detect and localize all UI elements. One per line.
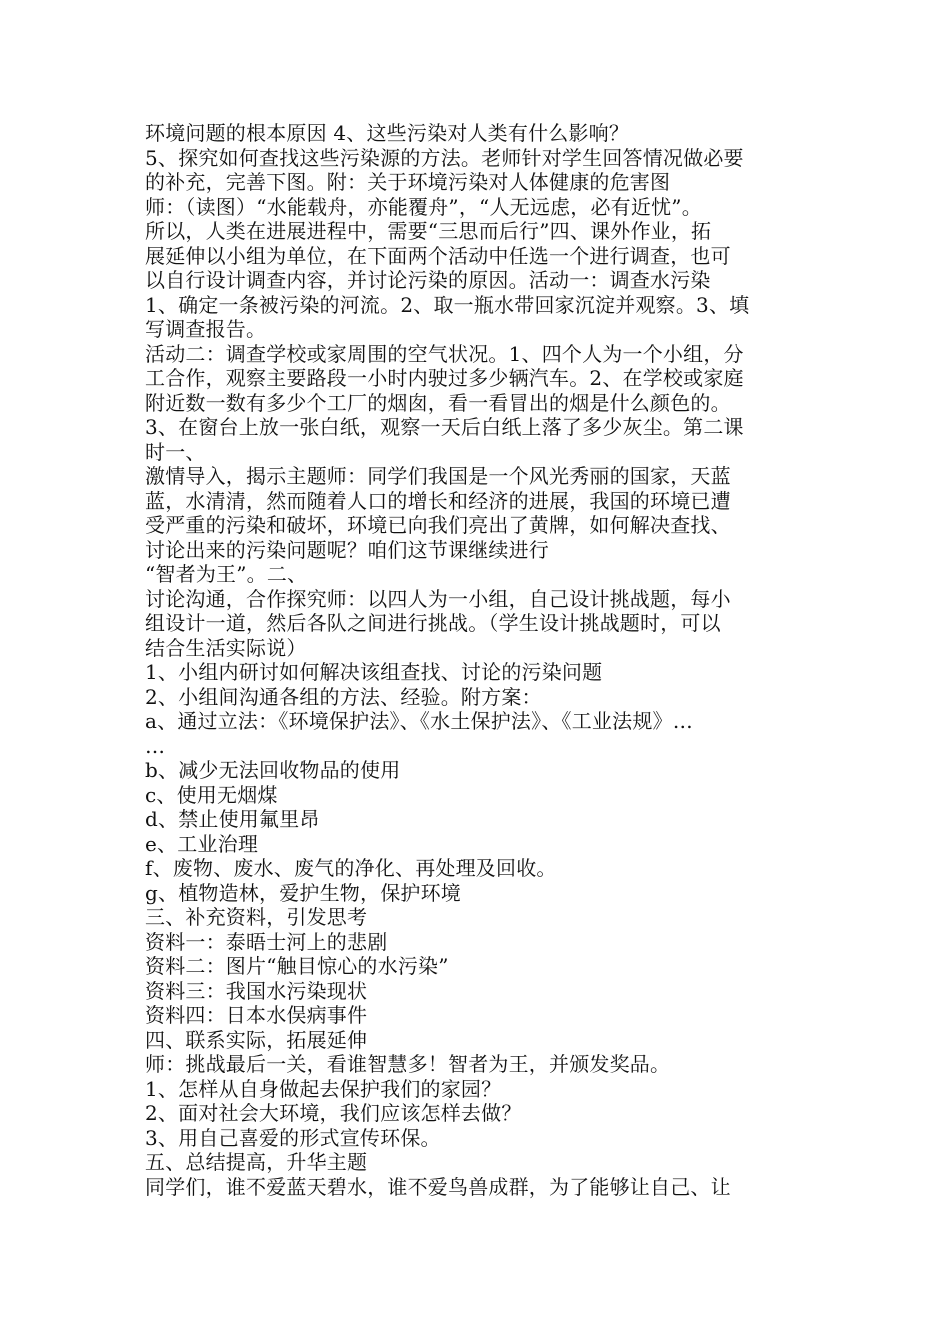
text-line: 5、探究如何查找这些污染源的方法。老师针对学生回答情况做必要 bbox=[145, 145, 744, 170]
text-line: 同学们，谁不爱蓝天碧水，谁不爱鸟兽成群，为了能够让自己、让 bbox=[145, 1174, 731, 1199]
text-line: 2、小组间沟通各组的方法、经验。附方案： bbox=[145, 684, 542, 709]
text-line: a、通过立法：《环境保护法》、《水土保护法》、《工业法规》… bbox=[145, 709, 693, 733]
text-line: 1、怎样从自身做起去保护我们的家园？ bbox=[145, 1076, 502, 1101]
text-line: 讨论沟通，合作探究师：以四人为一小组，自己设计挑战题，每小 bbox=[145, 586, 731, 611]
text-line: 2、面对社会大环境，我们应该怎样去做？ bbox=[145, 1101, 522, 1125]
text-line: 附近数一数有多少个工厂的烟囱，看一看冒出的烟是什么颜色的。 bbox=[145, 390, 731, 415]
text-line: 师：（读图）“水能载舟，亦能覆舟”，“人无远虑，必有近忧”。 bbox=[145, 194, 702, 219]
text-line: 资料四：日本水俣病事件 bbox=[145, 1003, 368, 1027]
text-line: 环境问题的根本原因 4、这些污染对人类有什么影响？ bbox=[145, 121, 630, 145]
document-body bbox=[145, 121, 810, 1199]
text-line: 师：挑战最后一关，看谁智慧多！智者为王，并颁发奖品。 bbox=[145, 1052, 671, 1076]
text-line: c、使用无烟煤 bbox=[145, 782, 278, 807]
text-line: 讨论出来的污染问题呢？咱们这节课继续进行 bbox=[145, 537, 549, 562]
text-line: 结合生活实际说） bbox=[145, 635, 307, 660]
text-line: 所以，人类在进展进程中，需要“三思而后行”四、课外作业，拓 bbox=[145, 219, 712, 243]
text-line: “智者为王”。二、 bbox=[145, 562, 308, 586]
text-line: 组设计一道，然后各队之间进行挑战。（学生设计挑战题时，可以 bbox=[145, 611, 721, 635]
text-line: 激情导入，揭示主题师：同学们我国是一个风光秀丽的国家，天蓝 bbox=[145, 464, 731, 488]
text-line: 资料二：图片“触目惊心的水污染” bbox=[145, 954, 449, 978]
text-line: 展延伸以小组为单位，在下面两个活动中任选一个进行调查，也可 bbox=[145, 243, 731, 268]
text-line: 1、小组内研讨如何解决该组查找、讨论的污染问题 bbox=[145, 660, 603, 684]
text-line: f、废物、废水、废气的净化、再处理及回收。 bbox=[145, 856, 557, 880]
text-line: d、禁止使用氟里昂 bbox=[145, 807, 320, 831]
text-line: e、工业治理 bbox=[145, 831, 259, 856]
text-line: 四、联系实际，拓展延伸 bbox=[145, 1027, 368, 1052]
text-line: 的补充，完善下图。附：关于环境污染对人体健康的危害图 bbox=[145, 170, 671, 194]
text-line: 写调查报告。 bbox=[145, 317, 267, 341]
text-line: 蓝，水清清，然而随着人口的增长和经济的进展，我国的环境已遭 bbox=[145, 488, 731, 513]
text-line: 3、在窗台上放一张白纸，观察一天后白纸上落了多少灰尘。第二课 bbox=[145, 415, 744, 439]
text-line: 资料一：泰晤士河上的悲剧 bbox=[145, 929, 388, 954]
text-line: 1、确定一条被污染的河流。2、取一瓶水带回家沉淀并观察。3、填 bbox=[145, 292, 750, 317]
text-line: b、减少无法回收物品的使用 bbox=[145, 758, 401, 782]
text-line: 三、补充资料，引发思考 bbox=[145, 905, 368, 929]
text-line: … bbox=[145, 733, 166, 758]
text-line: 五、总结提高，升华主题 bbox=[145, 1150, 368, 1174]
text-line: 受严重的污染和破坏，环境已向我们亮出了黄牌，如何解决查找、 bbox=[145, 513, 731, 537]
text-line: 活动二：调查学校或家周围的空气状况。1、四个人为一个小组，分 bbox=[145, 341, 744, 366]
text-line: 工合作，观察主要路段一小时内驶过多少辆汽车。2、在学校或家庭 bbox=[145, 366, 744, 390]
text-line: 资料三：我国水污染现状 bbox=[145, 978, 368, 1003]
text-line: g、植物造林，爱护生物，保护环境 bbox=[145, 880, 462, 905]
text-line: 3、用自己喜爱的形式宣传环保。 bbox=[145, 1125, 441, 1150]
text-line: 时一、 bbox=[145, 439, 206, 464]
text-line: 以自行设计调查内容，并讨论污染的原因。活动一：调查水污染 bbox=[145, 268, 711, 292]
